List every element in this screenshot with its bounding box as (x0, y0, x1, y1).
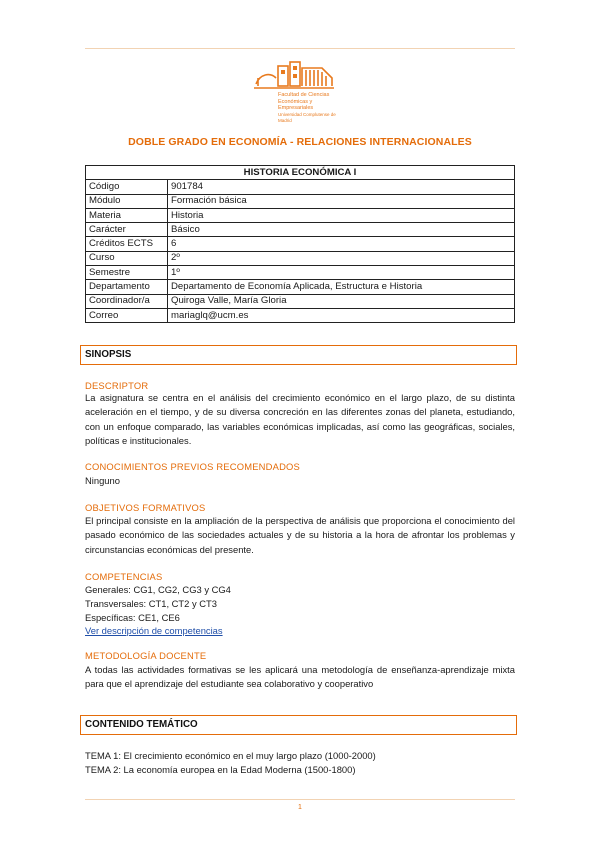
page-number: 1 (298, 804, 302, 811)
row-value: Formación básica (168, 194, 515, 208)
row-value: 2º (168, 251, 515, 265)
row-key: Carácter (86, 223, 168, 237)
row-value: 1º (168, 266, 515, 280)
row-key: Coordinador/a (86, 294, 168, 308)
row-value: Quiroga Valle, María Gloria (168, 294, 515, 308)
topic-item: TEMA 2: La economía europea en la Edad Moderna (1500-1800) (85, 764, 356, 775)
logo-line-3: Universidad Complutense de Madrid (278, 111, 336, 123)
methodology-heading: METODOLOGÍA DOCENTE (85, 650, 207, 661)
logo-line-1: Facultad de Ciencias (278, 92, 330, 98)
degree-title: DOBLE GRADO EN ECONOMÍA - RELACIONES INTERNACIONALES (128, 136, 472, 148)
row-key: Materia (86, 208, 168, 222)
logo-line-2: Económicas y Empresariales (278, 98, 314, 111)
row-value: 901784 (168, 180, 515, 194)
row-key: Curso (86, 251, 168, 265)
course-title: HISTORIA ECONÓMICA I (86, 166, 515, 180)
methodology-text: A todas las actividades formativas se les aplicará una metodología de enseñanza-aprendizaje mixta para que el aprendizaje del estudiante sea colaborativo y cooperativo (85, 664, 515, 690)
row-key: Créditos ECTS (86, 237, 168, 251)
table-row (86, 294, 515, 308)
row-value: Departamento de Economía Aplicada, Estructura e Historia (168, 280, 515, 294)
row-key: Semestre (86, 266, 168, 280)
table-row (86, 251, 515, 265)
table-row (86, 237, 515, 251)
row-value: Básico (168, 223, 515, 237)
row-key: Código (86, 180, 168, 194)
objectives-text: El principal consiste en la ampliación de la perspectiva de análisis que proporciona el conocimiento del pasado económico de las sociedades actuales y de su historia a la hora de afrontar los problemas y circunstancias económicas del presente. (85, 515, 515, 555)
descriptor-text: La asignatura se centra en el análisis del crecimiento económico en el largo plazo, de su distinta aceleración en el tiempo, y de su diversa concreción en las diferentes zonas del planeta, estudiando, con un enfoque comparado, las variables económicas implicadas, así como las geográficas, sociales, políticas e institucionales. (85, 392, 515, 446)
prev-knowledge-text: Ninguno (85, 475, 120, 486)
competencies-description-link[interactable]: Ver descripción de competencias (85, 625, 223, 636)
topic-item: TEMA 1: El crecimiento económico en el muy largo plazo (1000-2000) (85, 750, 376, 761)
descriptor-heading: DESCRIPTOR (85, 380, 149, 391)
row-value: Historia (168, 208, 515, 222)
objectives-heading: OBJETIVOS FORMATIVOS (85, 502, 206, 513)
table-row (86, 308, 515, 322)
table-row (86, 208, 515, 222)
table-row (86, 194, 515, 208)
row-key: Departamento (86, 280, 168, 294)
table-row (86, 280, 515, 294)
prev-knowledge-heading: CONOCIMIENTOS PREVIOS RECOMENDADOS (85, 461, 300, 472)
competencies-especificas: Específicas: CE1, CE6 (85, 612, 180, 623)
sinopsis-section-header: SINOPSIS (80, 345, 517, 365)
table-row (86, 180, 515, 194)
row-key: Módulo (86, 194, 168, 208)
course-info-table (85, 165, 515, 323)
footer-rule (85, 799, 515, 800)
table-header-row (86, 166, 515, 180)
competencies-heading: COMPETENCIAS (85, 571, 163, 582)
row-value: mariaglq@ucm.es (168, 308, 515, 322)
faculty-logo-text (278, 92, 348, 125)
header-rule (85, 48, 515, 49)
competencies-transversales: Transversales: CT1, CT2 y CT3 (85, 598, 217, 609)
row-key: Correo (86, 308, 168, 322)
competencies-generales: Generales: CG1, CG2, CG3 y CG4 (85, 584, 231, 595)
table-row (86, 266, 515, 280)
table-row (86, 223, 515, 237)
row-value: 6 (168, 237, 515, 251)
contenido-section-header: CONTENIDO TEMÁTICO (80, 715, 517, 735)
